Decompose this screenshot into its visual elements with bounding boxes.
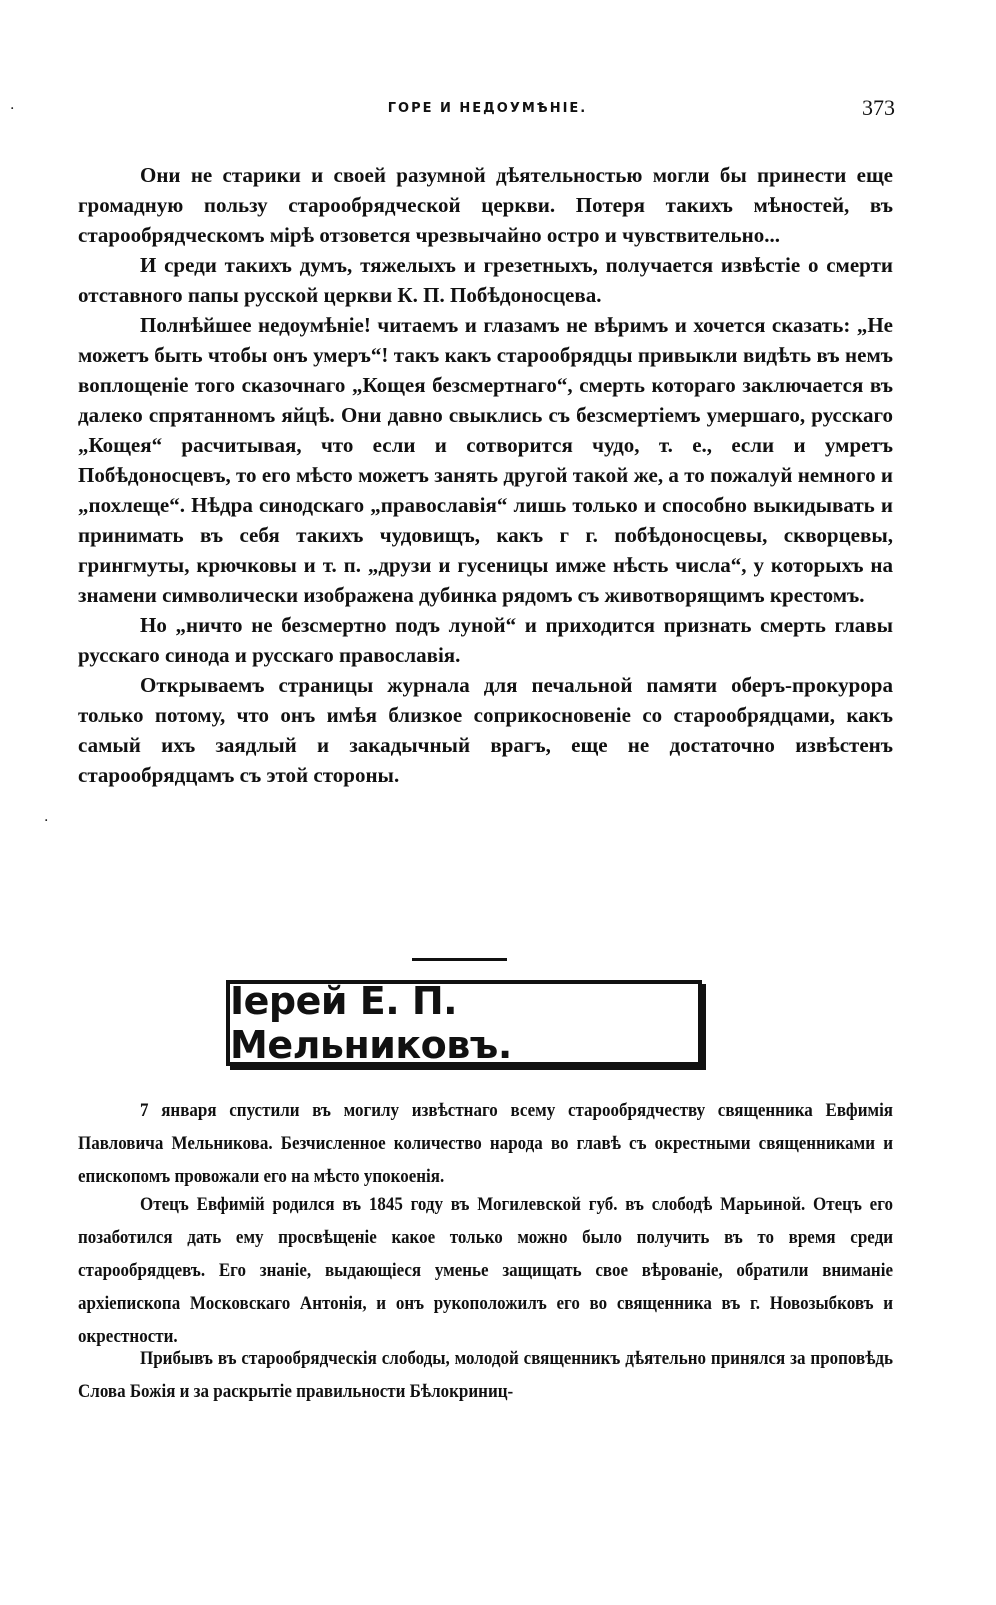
section-title: Іерей Е. П. Мельниковъ. (230, 979, 512, 1067)
paragraph: Прибывъ въ старообрядческія слободы, молодой священникъ дѣятельно принялся за проповѣдь Слова Божія и за раскрытіе правильности Бѣлокриниц- (78, 1347, 893, 1402)
paragraph: И среди такихъ думъ, тяжелыхъ и грезетныхъ, получается извѣстіе о смерти отставного папы русской церкви К. П. Побѣдоносцева. (78, 253, 893, 307)
section-title-box (226, 980, 702, 1066)
main-text (78, 160, 893, 790)
section-divider (412, 958, 507, 961)
paragraph: Открываемъ страницы журнала для печальной памяти оберъ-прокурора только потому, что онъ имѣя близкое соприкосновеніе со старообрядцами, какъ самый ихъ заядлый и закадычный врагъ, еще не достаточно извѣстенъ старообрядцамъ съ этой стороны. (78, 673, 893, 787)
paragraph: Полнѣйшее недоумѣніе! читаемъ и глазамъ не вѣримъ и хочется сказать: „Не можетъ быть чтобы онъ умеръ“! такъ какъ старообрядцы привыкли видѣть въ немъ воплощеніе того сказочнаго „Кощея безсмертнаго“, смерть котораго заключается въ далеко спрятанномъ яйцѣ. Они давно свыклись съ безсмертіемъ умершаго, русскаго „Кощея“ расчитывая, что если и сотворится чудо, т. е., если и умретъ Побѣдоносцевъ, то его мѣсто можетъ занять другой такой же, а то пожалуй немного и „похлеще“. Нѣдра синодскаго „православія“ лишь только и способно выкидывать и принимать въ себя такихъ чудовищъ, какъ г г. побѣдоносцевы, скворцевы, грингмуты, крючковы и т. п. „друзи и гусеницы имже нѣсть числа“, у которыхъ на знамени символически изображена дубинка рядомъ съ животворящимъ крестомъ. (78, 313, 893, 607)
paragraph: 7 января спустили въ могилу извѣстнаго всему старообрядчеству священника Евфимія Павловича Мельникова. Безчисленное количество народа во главѣ съ окрестными священниками и епископомъ провожали его на мѣсто упокоенія. (78, 1099, 893, 1187)
page-header (80, 95, 895, 125)
stray-mark: · (10, 101, 15, 117)
paragraph: Они не старики и своей разумной дѣятельностью могли бы принести еще громадную пользу старообрядческой церкви. Потеря такихъ мѣностей, въ старообрядческомъ мірѣ отзовется чрезвычайно остро и чувствительно... (78, 163, 893, 247)
paragraph: Но „ничто не безсмертно подъ луной“ и приходится признать смерть главы русскаго синода и русскаго православія. (78, 613, 893, 667)
obituary-text (78, 1094, 893, 1402)
page-number: 373 (862, 95, 895, 120)
paragraph: Отецъ Евфимій родился въ 1845 году въ Могилевской губ. въ слободѣ Марьиной. Отецъ его позаботился дать ему просвѣщеніе какое только можно было получить въ то время среди старообрядцевъ. Его знаніе, выдающіеся уменье защищать свое вѣрованіе, обратили вниманіе архіепископа Московскаго Антонія, и онъ рукоположилъ его во священника въ г. Новозыбковъ и окрестности. (78, 1193, 893, 1347)
running-head: ГОРЕ И НЕДОУМѢНІЕ. (387, 101, 588, 116)
stray-mark: · (44, 813, 49, 829)
